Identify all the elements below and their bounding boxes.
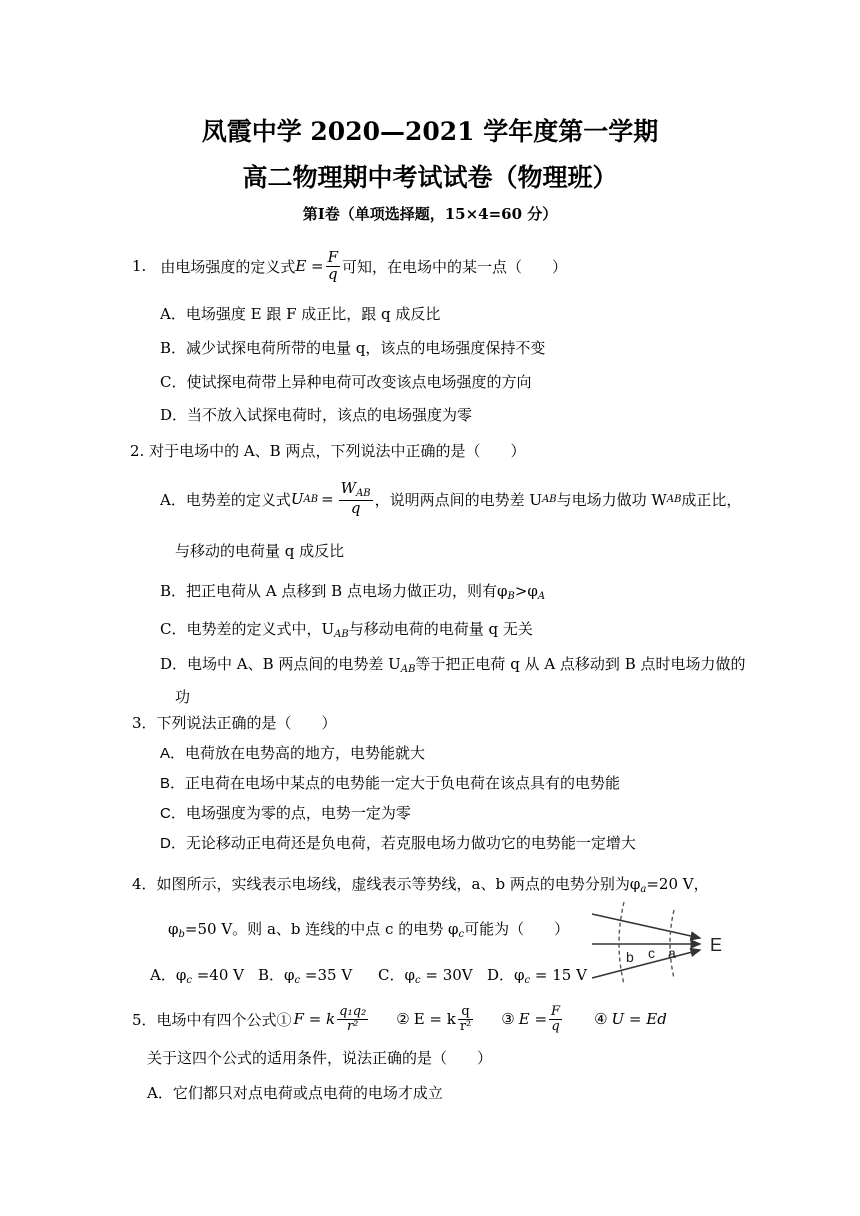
option-d[interactable]: D．无论移动正电荷还是负电荷，若克服电场力做功它的电势能一定增大 [160, 835, 636, 852]
fraction-numerator: q₁q₂ [339, 1003, 367, 1019]
formula-subscript: AB [666, 493, 682, 505]
option-a[interactable]: A．电荷放在电势高的地方，电势能就大 [160, 745, 426, 762]
electric-field-figure [588, 900, 738, 985]
field-label-e: E [710, 935, 723, 955]
fraction-denominator: q [328, 264, 338, 283]
option-d[interactable]: D．$\varphi_c = 15$ V [487, 966, 587, 986]
question-4-stem-line2: $\varphi_b=50$ V。则 a、b 连线的中点 c 的电势 $\varphi_c$可能为（ ） [168, 920, 570, 940]
formula-marker: ④ [594, 1010, 608, 1028]
question-3-stem: 3．下列说法正确的是（ ） [132, 714, 337, 732]
point-label-c: c [648, 945, 655, 961]
formula-marker: ③ [501, 1010, 515, 1028]
fraction-denominator: q [551, 1018, 560, 1034]
question-1-stem [132, 246, 567, 286]
option-b[interactable]: B．$\varphi_c =35$ V [258, 966, 353, 986]
question-text: 5．电场中有四个公式① [132, 1010, 292, 1029]
option-c[interactable]: C．电场强度为零的点，电势一定为零 [160, 805, 411, 822]
option-b[interactable]: B．正电荷在电场中某点的电势能一定大于负电荷在该点具有的电势能 [160, 775, 621, 792]
point-label-b: b [626, 949, 634, 965]
formula-symbol: U [290, 490, 304, 508]
question-text: 可知，在电场中的某一点（ ） [342, 257, 568, 276]
exam-title-line1: 凤霞中学 2020—2021 学年度第一学期 [201, 117, 659, 146]
field-line [592, 950, 700, 978]
formula-lhs: E = [518, 1010, 548, 1028]
option-c[interactable]: C．使试探电荷带上异种电荷可改变该点电场强度的方向 [160, 373, 532, 391]
equipotential-line [619, 902, 624, 984]
option-text: ，说明两点间的电势差 U [374, 490, 543, 509]
exam-title-line2: 高二物理期中考试试卷（物理班） [242, 163, 618, 192]
formula-marker: ② [396, 1010, 410, 1028]
formula-equals: = [321, 490, 334, 508]
option-a[interactable]: A．它们都只对点电荷或点电荷的电场才成立 [147, 1084, 443, 1102]
option-c[interactable]: C．$\varphi_c = 30V$ [378, 966, 473, 986]
option-d[interactable]: D．当不放入试探电荷时，该点的电场强度为零 [160, 406, 473, 424]
question-number: 1. [132, 257, 147, 275]
question-4-stem: 4．如图所示，实线表示电场线，虚线表示等势线，a、b 两点的电势分别为$\varphi_a=20$ V， [132, 875, 709, 895]
formula-lhs: E = k [413, 1010, 456, 1028]
formula-lhs: E = [295, 257, 324, 275]
option-d-continuation: 功 [175, 688, 191, 706]
formula-subscript: AB [542, 493, 557, 505]
formula-fraction [339, 481, 373, 516]
question-5-stem-line2: 关于这四个公式的适用条件，说法正确的是（ ） [147, 1049, 493, 1067]
option-b[interactable]: B．减少试探电荷所带的电量 q，该点的电场强度保持不变 [160, 339, 546, 357]
formula-subscript: AB [303, 493, 319, 505]
question-2-stem: 2. 对于电场中的 A、B 两点，下列说法中正确的是（ ） [130, 442, 526, 460]
formula-fraction [549, 1005, 562, 1033]
question-5-stem [132, 998, 667, 1040]
option-a[interactable] [160, 476, 741, 522]
fraction-denominator: q [350, 498, 361, 517]
fraction-numerator: q [458, 1005, 473, 1020]
question-text: 由电场强度的定义式 [160, 257, 296, 276]
option-text: A．电势差的定义式 [160, 490, 291, 509]
option-text: 与电场力做功 W [556, 490, 667, 509]
option-text: 成正比， [681, 490, 742, 509]
fraction-numerator: F [327, 247, 339, 266]
field-line [592, 914, 700, 938]
option-a-continuation: 与移动的电荷量 q 成反比 [175, 542, 345, 560]
option-c[interactable]: C．电势差的定义式中，$U_{AB}$与移动电荷的电荷量 q 无关 [160, 620, 533, 640]
formula-fraction [326, 247, 340, 283]
formula: U = Ed [611, 1010, 667, 1028]
option-a[interactable]: A．电场强度 E 跟 F 成正比，跟 q 成反比 [160, 305, 441, 323]
fraction-numerator: $W_{AB}$ [340, 479, 371, 500]
formula-fraction [458, 1005, 473, 1033]
point-label-a: a [668, 945, 676, 961]
option-a[interactable]: A．$\varphi_c =40$ V [150, 966, 244, 986]
option-b[interactable]: B．把正电荷从 A 点移到 B 点电场力做正功，则有$\varphi_B>\varphi_A$ [160, 582, 546, 602]
formula-lhs: F = k [293, 1010, 336, 1028]
fraction-numerator: F [551, 1003, 561, 1019]
fraction-denominator: r² [346, 1018, 359, 1034]
section-heading: 第Ⅰ卷（单项选择题，15×4=60 分） [302, 205, 558, 223]
option-d[interactable]: D．电场中 A、B 两点间的电势差 $U_{AB}$等于把正电荷 q 从 A 点移动到 B 点时电场力做的 [160, 655, 746, 675]
fraction-denominator: r² [459, 1018, 472, 1034]
formula-fraction [337, 1005, 368, 1033]
